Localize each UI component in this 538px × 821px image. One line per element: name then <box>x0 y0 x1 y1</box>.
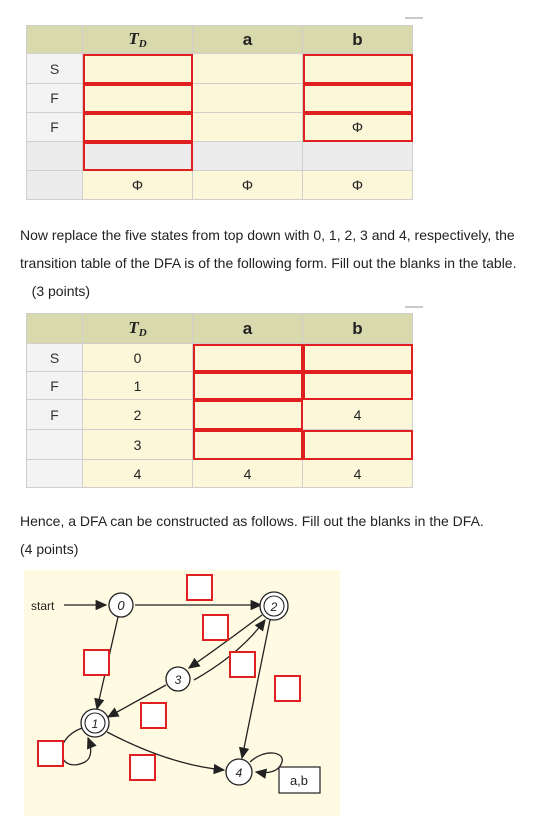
row-label: F <box>27 113 83 142</box>
state-number: 2 <box>83 400 193 430</box>
state-label: 0 <box>117 598 125 613</box>
state-label: 4 <box>235 766 243 780</box>
header-b: b <box>303 26 413 54</box>
header-td: $T_D$ <box>83 314 193 344</box>
row-label: S <box>27 344 83 372</box>
state-number: 4 <box>83 460 193 488</box>
state-4 <box>226 759 252 785</box>
header-a: a <box>193 314 303 344</box>
state-3 <box>166 667 190 691</box>
instruction-text: Hence, a DFA can be constructed as follows. Fill out the blanks in the DFA. <box>20 513 484 529</box>
blank-box[interactable] <box>230 652 255 677</box>
row-label: S <box>27 54 83 84</box>
blank-box[interactable] <box>130 755 155 780</box>
blank-box[interactable] <box>38 741 63 766</box>
row-label: F <box>27 84 83 113</box>
table-cell: 4 <box>303 460 413 488</box>
state-number: 1 <box>83 372 193 400</box>
state-label: 3 <box>174 673 182 687</box>
phi-cell: Φ <box>303 113 413 142</box>
points-label: (4 points) <box>20 541 79 557</box>
state-label: 1 <box>91 717 99 731</box>
state-label: 2 <box>270 600 278 614</box>
blank-box[interactable] <box>141 703 166 728</box>
header-a: a <box>193 26 303 54</box>
phi-cell: Φ <box>303 171 413 200</box>
phi-cell: Φ <box>83 171 193 200</box>
row-label: F <box>27 400 83 430</box>
blank-box[interactable] <box>275 676 300 701</box>
edge-1-4 <box>107 732 224 770</box>
state-1 <box>81 709 109 737</box>
state-number: 0 <box>83 344 193 372</box>
instruction-text: Now replace the five states from top down with 0, 1, 2, 3 and 4, respectively, the transition table of the DFA is of the following form. Fill out the blanks in the table. <box>20 227 517 271</box>
state-0 <box>109 593 133 617</box>
blank-box[interactable] <box>203 615 228 640</box>
state-number: 3 <box>83 430 193 460</box>
start-label: start <box>31 599 55 613</box>
blank-box[interactable] <box>84 650 109 675</box>
table-cell: 4 <box>193 460 303 488</box>
phi-cell: Φ <box>193 171 303 200</box>
points-label: (3 points) <box>31 283 91 299</box>
header-td: $T_D$ <box>83 26 193 54</box>
header-b: b <box>303 314 413 344</box>
self-loop-4 <box>250 753 282 773</box>
state-2 <box>260 592 288 620</box>
self-loop-label: a,b <box>289 773 309 788</box>
table-cell: 4 <box>303 400 413 430</box>
blank-box[interactable] <box>187 575 212 600</box>
row-label: F <box>27 372 83 400</box>
